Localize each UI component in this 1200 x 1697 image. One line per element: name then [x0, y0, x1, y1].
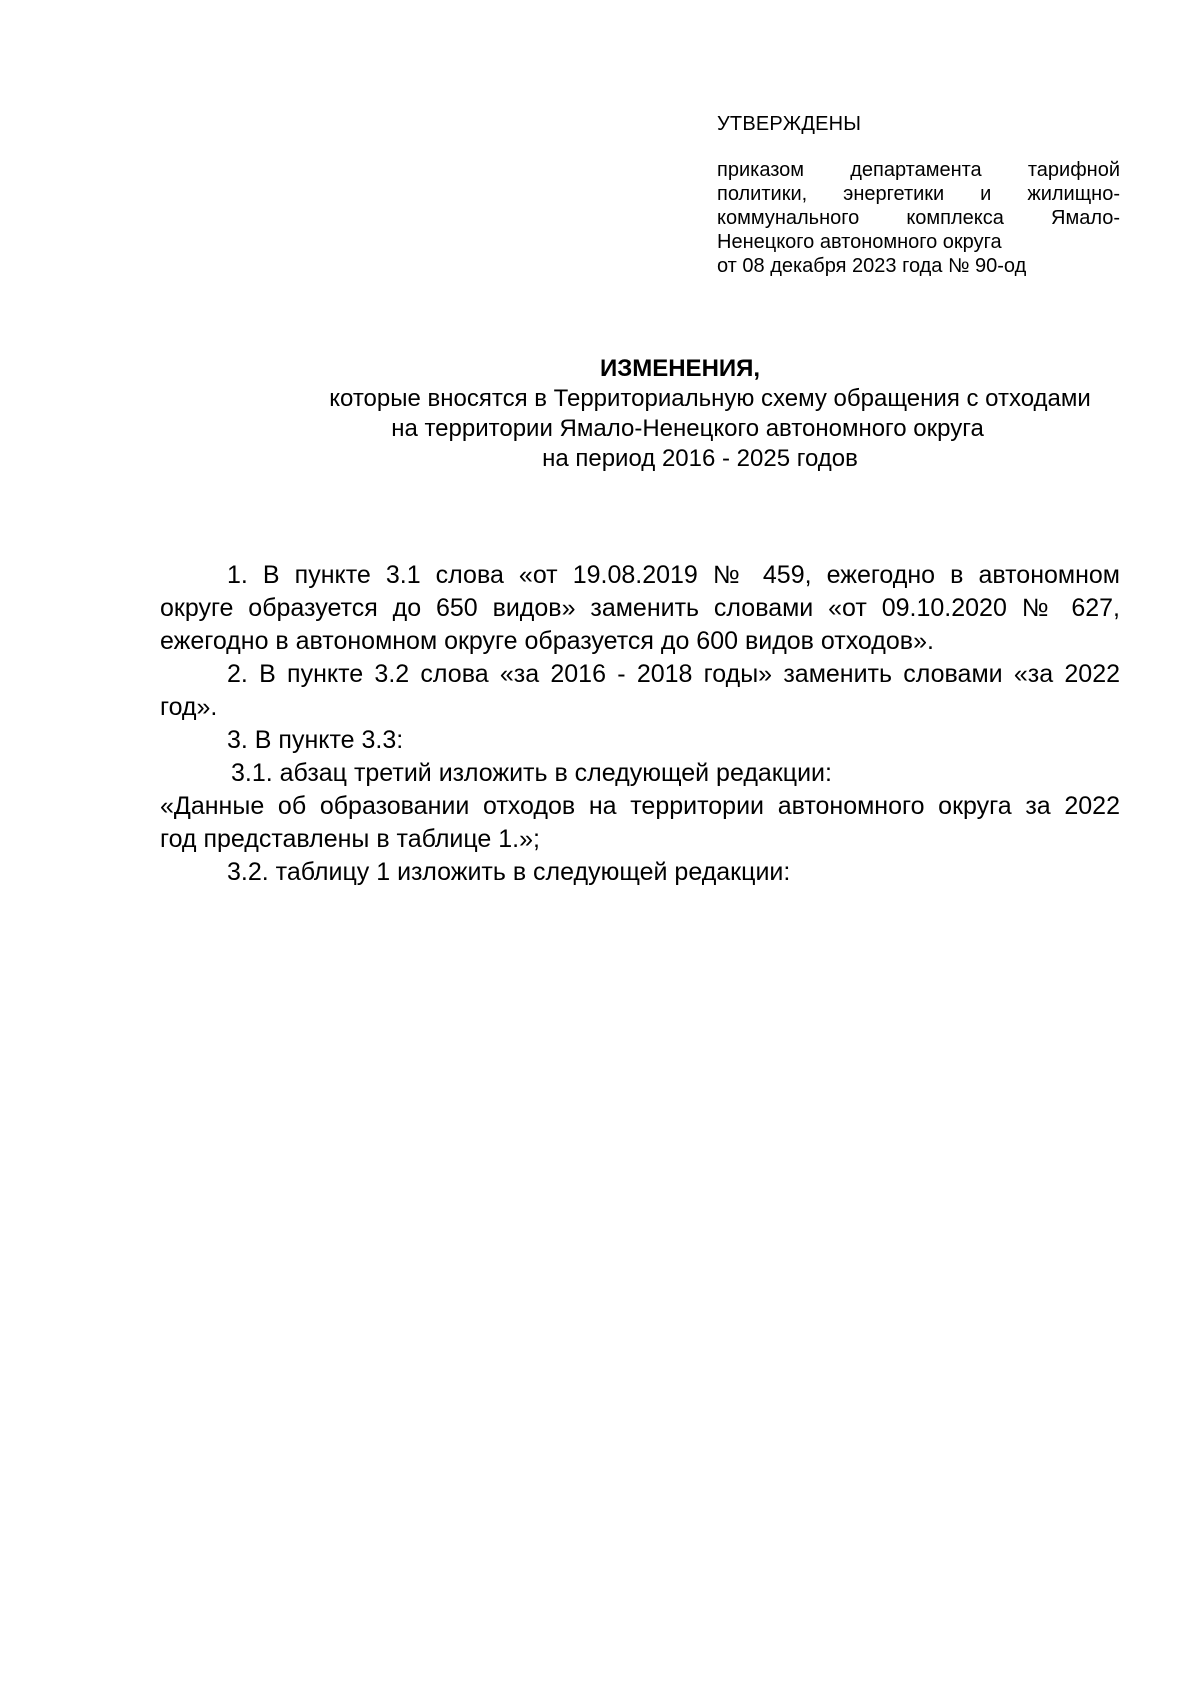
paragraph-line: ежегодно в автономном округе образуется до 600 видов отходов».	[160, 627, 934, 655]
document-subtitle-line: на период 2016 - 2025 годов	[542, 445, 858, 472]
approval-line: коммунального комплекса Ямало-	[717, 207, 1120, 229]
quoted-paragraph	[160, 790, 1120, 856]
paragraph-2	[160, 658, 1120, 724]
paragraph-line: год».	[160, 693, 218, 721]
approval-text	[717, 158, 1120, 278]
document-subtitle-line: на территории Ямало-Ненецкого автономного округа	[391, 415, 984, 442]
paragraph-3-1: 3.1. абзац третий изложить в следующей редакции:	[231, 759, 832, 787]
paragraph-line: 2. В пункте 3.2 слова «за 2016 - 2018 годы» заменить словами «за 2022	[227, 660, 1120, 688]
approval-line: Ненецкого автономного округа	[717, 231, 1002, 253]
paragraph-1	[160, 559, 1120, 658]
paragraph-line: год представлены в таблице 1.»;	[160, 825, 540, 853]
document-body	[160, 559, 1120, 889]
approval-line: политики, энергетики и жилищно-	[717, 183, 1120, 205]
paragraph-3-2: 3.2. таблицу 1 изложить в следующей редакции:	[227, 858, 791, 886]
paragraph-line: 1. В пункте 3.1 слова «от 19.08.2019 № 459, ежегодно в автономном	[227, 561, 1120, 589]
document-title: ИЗМЕНЕНИЯ,	[599, 355, 761, 382]
paragraph-3: 3. В пункте 3.3:	[227, 726, 404, 754]
paragraph-line: округе образуется до 650 видов» заменить словами «от 09.10.2020 № 627,	[160, 594, 1120, 622]
approval-line: приказом департамента тарифной	[717, 159, 1120, 181]
approval-date-line: от 08 декабря 2023 года № 90-од	[717, 255, 1027, 277]
approval-block	[717, 112, 1120, 278]
document-subtitle-line: которые вносятся в Территориальную схему обращения с отходами	[329, 385, 1091, 412]
document-title-block	[160, 354, 1120, 474]
paragraph-line: «Данные об образовании отходов на территории автономного округа за 2022	[160, 792, 1120, 820]
approval-heading: УТВЕРЖДЕНЫ	[717, 113, 862, 135]
